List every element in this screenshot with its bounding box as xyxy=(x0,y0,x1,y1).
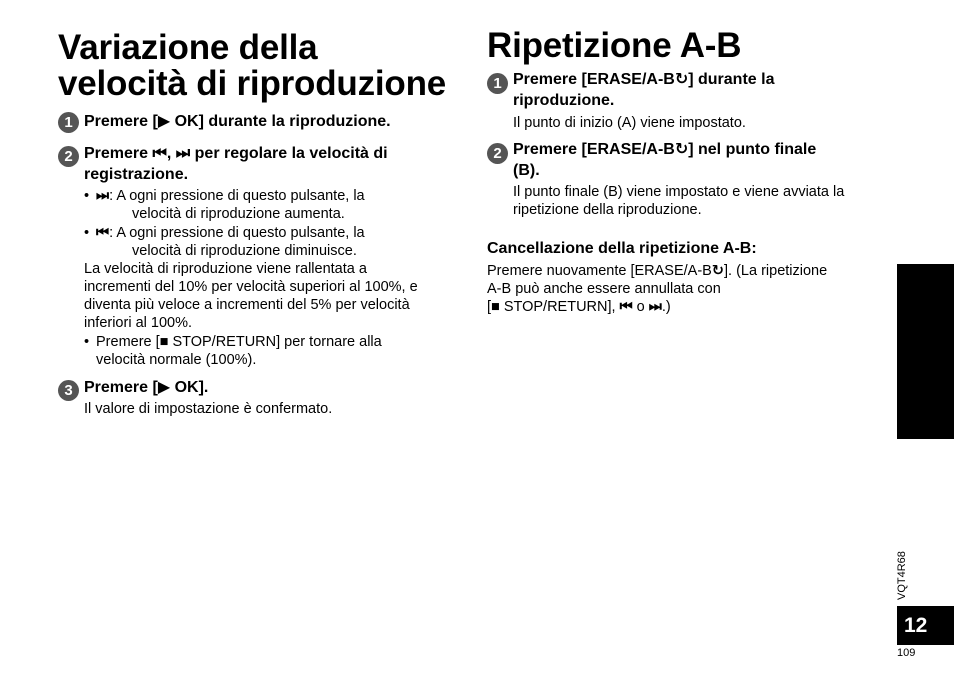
heading-text: Premere [ xyxy=(84,379,158,396)
heading-text: OK]. xyxy=(170,379,209,396)
language-text: ITALIANO xyxy=(898,317,915,396)
paragraph-line: .) xyxy=(661,299,671,315)
bullet-dot: • xyxy=(84,188,90,204)
bullet-line: : A ogni pressione di questo pulsante, la xyxy=(109,188,365,204)
step-number-badge: 3 xyxy=(58,380,79,401)
paragraph-line: Premere nuovamente [ERASE/A-B xyxy=(487,263,712,279)
step-heading xyxy=(84,143,464,185)
play-icon: ▶ xyxy=(157,379,171,396)
cancel-paragraph xyxy=(487,262,882,316)
skip-forward-icon: ⏭ xyxy=(648,299,662,315)
stop-icon: ■ xyxy=(159,334,169,350)
step-heading xyxy=(513,139,883,181)
bullet-line: Premere [ xyxy=(96,334,160,350)
play-icon: ▶ xyxy=(157,113,171,130)
bullet-text xyxy=(96,333,382,369)
title-line-2: velocità di riproduzione xyxy=(58,64,447,103)
paragraph-line: inferiori al 100%. xyxy=(84,315,192,331)
section-title-ab-repeat: Ripetizione A-B xyxy=(487,26,742,65)
heading-text: Premere [ xyxy=(84,113,158,130)
skip-back-icon: ⏮ xyxy=(619,299,633,315)
bullet-text xyxy=(96,187,365,223)
step-note xyxy=(513,183,882,219)
paragraph-line: A-B può anche essere annullata con xyxy=(487,281,721,297)
skip-forward-icon: ⏭ xyxy=(175,145,191,162)
bullet-dot: • xyxy=(84,334,90,350)
step-heading xyxy=(84,111,464,132)
repeat-icon: ↻ xyxy=(711,263,725,279)
heading-text: Premere xyxy=(84,145,153,162)
heading-text: Premere [ERASE/A-B xyxy=(513,141,675,158)
page-number-box: 12 xyxy=(897,606,954,645)
step-note: Il punto di inizio (A) viene impostato. xyxy=(513,115,746,131)
bullet-line: : A ogni pressione di questo pulsante, la xyxy=(109,225,365,241)
bullet-line: velocità di riproduzione diminuisce. xyxy=(132,243,357,259)
bullet-dot: • xyxy=(84,225,90,241)
page-number-small: 109 xyxy=(897,647,916,659)
bullet-text xyxy=(96,224,365,260)
paragraph-line: ]. (La ripetizione xyxy=(724,263,828,279)
title-line-1: Variazione della xyxy=(58,28,318,67)
step-heading xyxy=(513,69,883,111)
heading-text: (B). xyxy=(513,162,540,179)
heading-text: riproduzione. xyxy=(513,92,615,109)
language-label xyxy=(894,300,924,400)
step-number-badge: 1 xyxy=(58,112,79,133)
heading-text: ] nel punto finale xyxy=(688,141,817,158)
paragraph-line: [ xyxy=(487,299,492,315)
heading-text: Premere [ERASE/A-B xyxy=(513,71,675,88)
paragraph-line: diventa più veloce a incrementi del 5% per velocità xyxy=(84,297,410,313)
step-number-badge: 2 xyxy=(58,146,79,167)
model-code xyxy=(894,530,914,605)
bullet-line: STOP/RETURN] per tornare alla xyxy=(168,334,382,350)
section-title-speed xyxy=(58,30,446,102)
paragraph-line: incrementi del 10% per velocità superiori al 100%, e xyxy=(84,279,418,295)
skip-back-icon: ⏮ xyxy=(96,225,110,241)
stop-icon: ■ xyxy=(491,299,500,315)
heading-text: ] durante la xyxy=(688,71,775,88)
heading-text: , xyxy=(166,145,176,162)
step-heading xyxy=(84,377,464,398)
bullet-line: velocità normale (100%). xyxy=(96,352,257,368)
bullet-line: velocità di riproduzione aumenta. xyxy=(132,206,345,222)
heading-text: OK] durante la riproduzione. xyxy=(170,113,391,130)
heading-text: registrazione. xyxy=(84,166,189,183)
paragraph-line: La velocità di riproduzione viene rallentata a xyxy=(84,261,367,277)
repeat-icon: ↻ xyxy=(674,71,689,88)
cancel-heading: Cancellazione della ripetizione A-B: xyxy=(487,240,757,257)
skip-forward-icon: ⏭ xyxy=(96,188,110,204)
step-number-badge: 1 xyxy=(487,73,508,94)
speed-increment-paragraph xyxy=(84,260,460,332)
paragraph-line: STOP/RETURN], xyxy=(499,299,620,315)
skip-back-icon: ⏮ xyxy=(152,145,167,162)
heading-text: per regolare la velocità di xyxy=(190,145,388,162)
repeat-icon: ↻ xyxy=(674,141,689,158)
paragraph-line: o xyxy=(632,299,649,315)
note-line: Il punto finale (B) viene impostato e viene avviata la xyxy=(513,184,845,200)
note-line: ripetizione della riproduzione. xyxy=(513,202,702,218)
step-note: Il valore di impostazione è confermato. xyxy=(84,401,333,417)
model-code-text: VQT4R68 xyxy=(896,551,908,600)
step-number-badge: 2 xyxy=(487,143,508,164)
